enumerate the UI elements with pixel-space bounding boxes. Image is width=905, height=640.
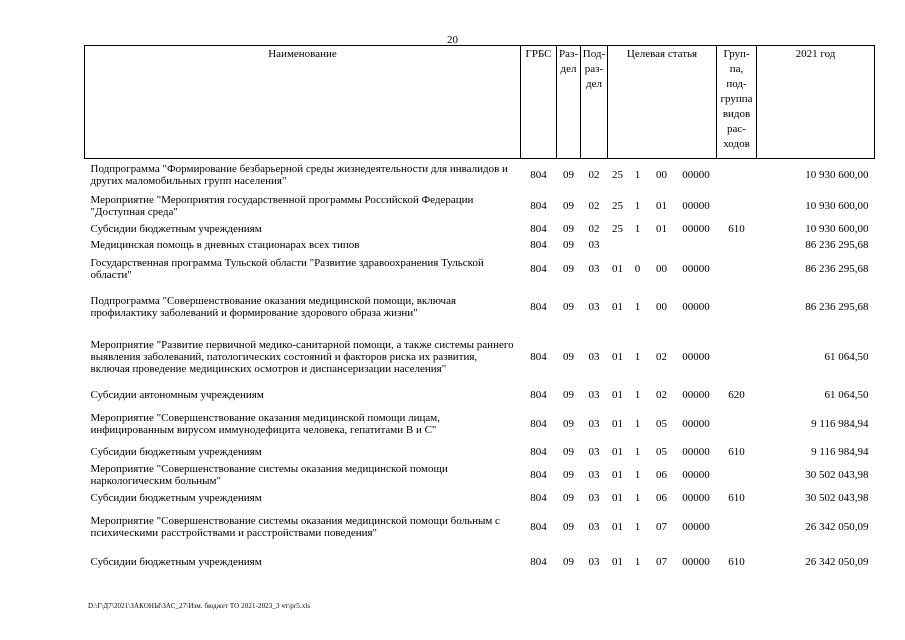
row-target-3: 05 bbox=[656, 445, 667, 458]
row-name: Субсидии бюджетным учреждениям bbox=[90, 445, 262, 458]
row-podrazdel: 03 bbox=[588, 263, 600, 275]
row-vid: 610 bbox=[728, 222, 745, 235]
row-target-4: 00000 bbox=[682, 417, 710, 430]
header-razdel: Раз- дел bbox=[557, 46, 581, 159]
table-row bbox=[85, 460, 875, 490]
row-target-4: 00000 bbox=[682, 168, 710, 181]
row-grbs: 804 bbox=[530, 238, 547, 251]
row-amount: 86 236 295,68 bbox=[805, 263, 869, 275]
row-grbs: 804 bbox=[530, 388, 547, 401]
row-podrazdel: 03 bbox=[588, 445, 600, 458]
row-name: Подпрограмма "Формирование безбарьерной среды жизнедеятельности для инвалидов и других маломобильных групп населения" bbox=[90, 162, 508, 187]
row-target-4: 00000 bbox=[682, 468, 710, 481]
row-name: Субсидии бюджетным учреждениям bbox=[90, 222, 262, 235]
row-podrazdel: 03 bbox=[588, 491, 600, 504]
row-name: Субсидии бюджетным учреждениям bbox=[90, 491, 262, 504]
row-vid bbox=[717, 237, 757, 253]
table-row bbox=[85, 253, 875, 286]
row-razdel: 09 bbox=[563, 468, 574, 481]
row-vid: 620 bbox=[728, 388, 745, 401]
row-razdel: 09 bbox=[563, 222, 574, 235]
row-amount: 26 342 050,09 bbox=[805, 555, 869, 568]
row-podrazdel: 03 bbox=[588, 300, 600, 313]
row-target-3: 00 bbox=[656, 168, 667, 181]
row-target-1: 01 bbox=[612, 520, 623, 533]
row-amount: 86 236 295,68 bbox=[805, 300, 869, 313]
row-amount: 9 116 984,94 bbox=[811, 445, 869, 458]
row-vid bbox=[717, 404, 757, 444]
row-target-2: 1 bbox=[634, 445, 641, 458]
row-name: Мероприятие "Развитие первичной медико-санитарной помощи, а также системы раннего выявления заболеваний, патологических состояний и факторов риска их развития, включая проведение медицинских осмотров и диспансеризации населения" bbox=[90, 338, 514, 375]
row-target-1: 01 bbox=[612, 445, 623, 458]
row-razdel: 09 bbox=[563, 417, 574, 430]
row-target-3: 07 bbox=[656, 555, 667, 568]
row-target-1: 25 bbox=[612, 199, 623, 212]
row-razdel: 09 bbox=[563, 300, 574, 313]
row-razdel: 09 bbox=[563, 238, 574, 251]
row-target-2: 1 bbox=[634, 468, 641, 481]
row-name: Мероприятие "Совершенствование системы оказания медицинской помощи больным с психическими расстройствами и расстройствами поведения" bbox=[90, 514, 500, 539]
row-podrazdel: 02 bbox=[588, 222, 600, 235]
row-grbs: 804 bbox=[530, 168, 547, 181]
row-name: Мероприятие "Мероприятия государственной программы Российской Федерации "Доступная среда" bbox=[90, 193, 474, 218]
row-grbs: 804 bbox=[530, 520, 547, 533]
row-razdel: 09 bbox=[563, 263, 574, 275]
row-grbs: 804 bbox=[530, 445, 547, 458]
table-header-row bbox=[85, 46, 875, 159]
table-row bbox=[85, 159, 875, 191]
row-vid: 610 bbox=[728, 491, 745, 504]
row-target-4: 00000 bbox=[682, 263, 710, 275]
row-podrazdel: 02 bbox=[588, 168, 600, 181]
row-vid bbox=[717, 159, 757, 191]
row-target-1: 01 bbox=[612, 491, 623, 504]
header-vid: Груп- па, под- группа видов рас- ходов bbox=[717, 46, 757, 159]
row-target-2: 1 bbox=[634, 555, 641, 568]
row-grbs: 804 bbox=[530, 199, 547, 212]
row-target-4: 00000 bbox=[682, 300, 710, 313]
row-target-1: 25 bbox=[612, 222, 623, 235]
row-podrazdel: 03 bbox=[588, 520, 600, 533]
row-target-1: 01 bbox=[612, 350, 623, 363]
row-target-1 bbox=[608, 237, 628, 253]
row-razdel: 09 bbox=[563, 555, 574, 568]
row-target-2: 1 bbox=[634, 222, 641, 235]
row-podrazdel: 03 bbox=[588, 468, 600, 481]
header-grbs: ГРБС bbox=[521, 46, 557, 159]
row-target-2: 0 bbox=[634, 263, 641, 275]
row-razdel: 09 bbox=[563, 520, 574, 533]
table-body bbox=[85, 159, 875, 576]
row-target-2: 1 bbox=[634, 520, 641, 533]
row-name: Субсидии автономным учреждениям bbox=[90, 388, 264, 401]
table-row bbox=[85, 548, 875, 576]
row-target-3: 00 bbox=[656, 300, 667, 313]
row-grbs: 804 bbox=[530, 417, 547, 430]
row-grbs: 804 bbox=[530, 350, 547, 363]
row-target-1: 01 bbox=[612, 388, 623, 401]
row-vid bbox=[717, 460, 757, 490]
row-target-3: 06 bbox=[656, 491, 667, 504]
row-vid bbox=[717, 506, 757, 548]
row-target-3: 06 bbox=[656, 468, 667, 481]
row-target-3: 01 bbox=[656, 222, 667, 235]
row-target-2: 1 bbox=[634, 388, 641, 401]
row-target-4: 00000 bbox=[682, 388, 710, 401]
row-target-3 bbox=[648, 237, 676, 253]
row-amount: 61 064,50 bbox=[824, 388, 869, 401]
row-podrazdel: 03 bbox=[588, 417, 600, 430]
row-grbs: 804 bbox=[530, 491, 547, 504]
row-grbs: 804 bbox=[530, 555, 547, 568]
row-target-4: 00000 bbox=[682, 555, 710, 568]
row-razdel: 09 bbox=[563, 445, 574, 458]
row-target-4: 00000 bbox=[682, 350, 710, 363]
row-amount: 61 064,50 bbox=[824, 350, 869, 363]
budget-table bbox=[84, 45, 875, 576]
row-target-4: 00000 bbox=[682, 445, 710, 458]
row-target-3: 02 bbox=[656, 350, 667, 363]
row-amount: 30 502 043,98 bbox=[805, 468, 869, 481]
row-amount: 9 116 984,94 bbox=[811, 417, 869, 430]
row-podrazdel: 03 bbox=[588, 238, 600, 251]
table-row bbox=[85, 221, 875, 237]
row-name: Мероприятие "Совершенствование системы оказания медицинской помощи наркологическим больным" bbox=[90, 462, 448, 487]
footer-file-path: D:\Г\Д7\2021\ЗАКОНЫ\ЗАС_27\Изм. бюджет ТО 2021-2023_3 чт\pr5.xls bbox=[88, 602, 311, 610]
row-grbs: 804 bbox=[530, 468, 547, 481]
row-target-1: 01 bbox=[612, 417, 623, 430]
row-target-4: 00000 bbox=[682, 222, 710, 235]
row-razdel: 09 bbox=[563, 199, 574, 212]
row-target-3: 07 bbox=[656, 520, 667, 533]
row-amount: 30 502 043,98 bbox=[805, 491, 869, 504]
row-amount: 10 930 600,00 bbox=[805, 222, 869, 235]
row-vid: 610 bbox=[728, 445, 745, 458]
row-vid bbox=[717, 191, 757, 221]
row-target-1: 01 bbox=[612, 263, 623, 275]
row-razdel: 09 bbox=[563, 388, 574, 401]
row-razdel: 09 bbox=[563, 168, 574, 181]
row-target-4: 00000 bbox=[682, 491, 710, 504]
table-row bbox=[85, 237, 875, 253]
row-target-2: 1 bbox=[634, 350, 641, 363]
row-amount: 10 930 600,00 bbox=[805, 199, 869, 212]
row-amount: 10 930 600,00 bbox=[805, 168, 869, 181]
table-row bbox=[85, 286, 875, 328]
row-target-2: 1 bbox=[634, 168, 641, 181]
row-target-4: 00000 bbox=[682, 520, 710, 533]
header-target: Целевая статья bbox=[608, 46, 717, 159]
table-row bbox=[85, 328, 875, 386]
row-name: Медицинская помощь в дневных стационарах всех типов bbox=[90, 238, 360, 251]
row-target-3: 00 bbox=[656, 263, 667, 275]
table-row bbox=[85, 506, 875, 548]
row-target-1: 01 bbox=[612, 555, 623, 568]
row-name: Государственная программа Тульской области "Развитие здравоохранения Тульской области" bbox=[90, 257, 484, 281]
header-podrazdel: Под- раз- дел bbox=[581, 46, 608, 159]
table-row bbox=[85, 490, 875, 506]
row-amount: 26 342 050,09 bbox=[805, 520, 869, 533]
row-name: Подпрограмма "Совершенствование оказания медицинской помощи, включая профилактику заболеваний и формирование здорового образа жизни" bbox=[90, 294, 457, 319]
table-row bbox=[85, 386, 875, 404]
row-target-2: 1 bbox=[634, 300, 641, 313]
table-row bbox=[85, 444, 875, 460]
row-grbs: 804 bbox=[530, 300, 547, 313]
row-target-1: 01 bbox=[612, 300, 623, 313]
row-grbs: 804 bbox=[530, 222, 547, 235]
row-target-3: 05 bbox=[656, 417, 667, 430]
row-target-3: 02 bbox=[656, 388, 667, 401]
row-target-1: 01 bbox=[612, 468, 623, 481]
row-podrazdel: 03 bbox=[588, 388, 600, 401]
table-row bbox=[85, 191, 875, 221]
row-vid: 610 bbox=[728, 555, 745, 568]
row-grbs: 804 bbox=[530, 263, 547, 275]
row-podrazdel: 03 bbox=[588, 555, 600, 568]
row-target-3: 01 bbox=[656, 199, 667, 212]
row-name: Субсидии бюджетным учреждениям bbox=[90, 555, 262, 568]
row-target-2: 1 bbox=[634, 199, 641, 212]
row-vid bbox=[717, 253, 757, 286]
row-target-2 bbox=[628, 237, 648, 253]
row-amount: 86 236 295,68 bbox=[805, 238, 869, 251]
row-name: Мероприятие "Совершенствование оказания медицинской помощи лицам, инфицированным вирусом иммунодефицита человека, гепатитами В и С" bbox=[90, 411, 441, 436]
row-podrazdel: 02 bbox=[588, 199, 600, 212]
row-vid bbox=[717, 328, 757, 386]
row-target-4 bbox=[676, 237, 717, 253]
row-target-2: 1 bbox=[634, 417, 641, 430]
row-target-2: 1 bbox=[634, 491, 641, 504]
row-podrazdel: 03 bbox=[588, 350, 600, 363]
row-target-1: 25 bbox=[612, 168, 623, 181]
row-razdel: 09 bbox=[563, 491, 574, 504]
row-target-4: 00000 bbox=[682, 199, 710, 212]
table-row bbox=[85, 404, 875, 444]
row-razdel: 09 bbox=[563, 350, 574, 363]
header-name: Наименование bbox=[85, 46, 521, 159]
page-number: 20 bbox=[447, 34, 458, 46]
row-vid bbox=[717, 286, 757, 328]
header-year: 2021 год bbox=[757, 46, 875, 159]
